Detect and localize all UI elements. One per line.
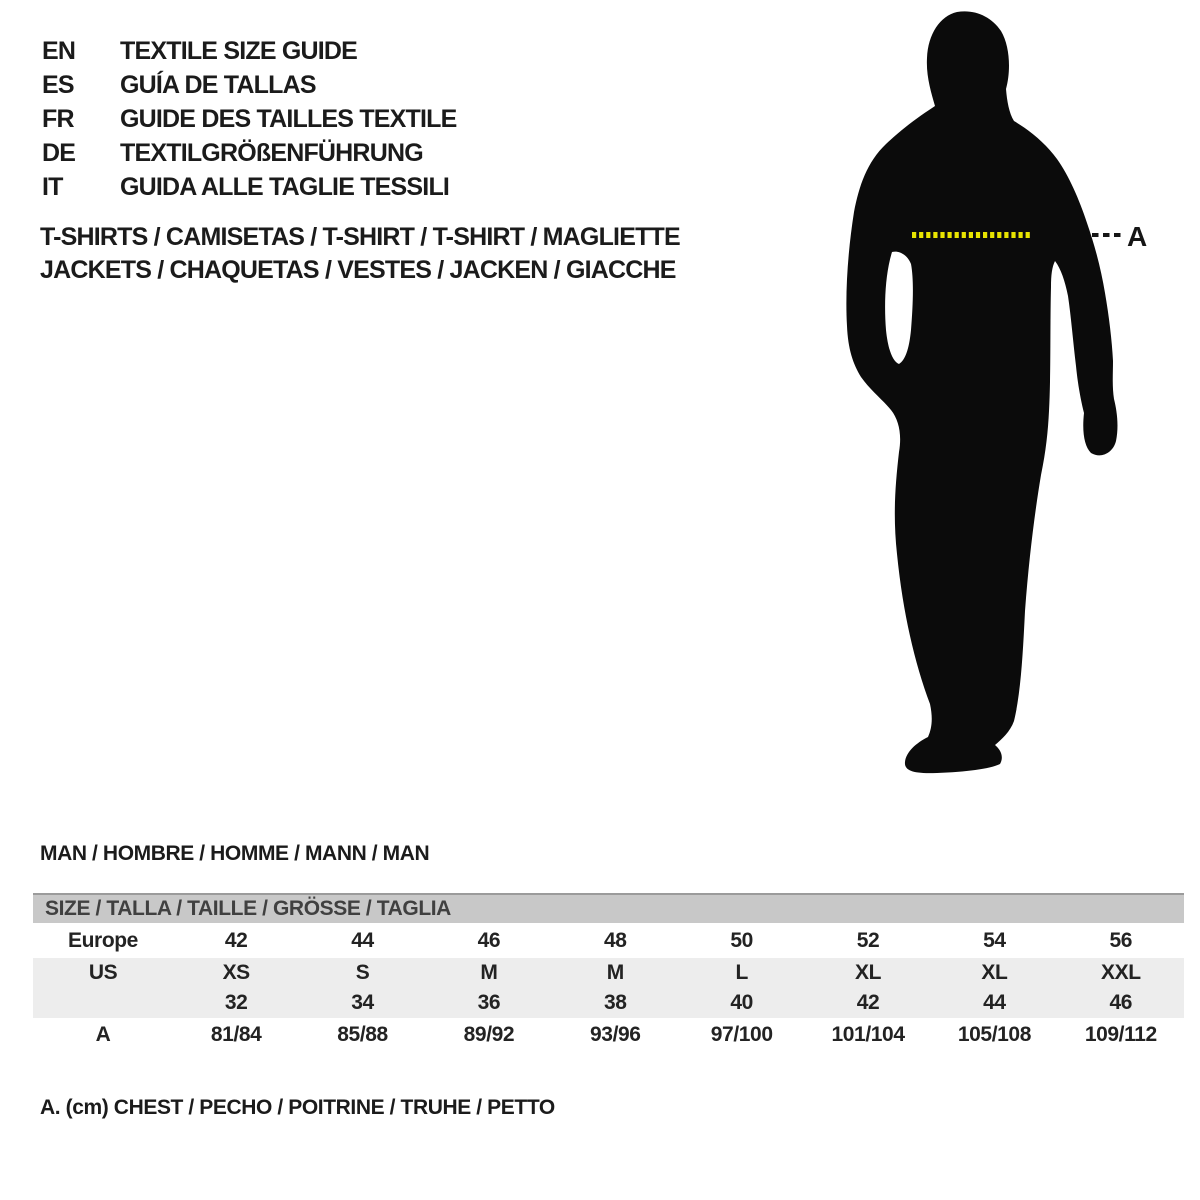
man-silhouette: [846, 11, 1117, 773]
guide-title-fr: GUIDE DES TAILLES TEXTILE: [120, 105, 457, 133]
measure-cell: 81/84: [210, 1023, 262, 1046]
size-cell: 46: [1109, 991, 1133, 1014]
row-label-a: A: [95, 1023, 111, 1046]
table-row-numeric: [33, 988, 1184, 1018]
size-cell: 50: [730, 928, 753, 952]
category-jackets: JACKETS / CHAQUETAS / VESTES / JACKEN / GIACCHE: [40, 256, 676, 284]
language-row-es: [42, 68, 457, 102]
size-cell: L: [735, 961, 748, 984]
language-code: DE: [42, 139, 76, 167]
language-title-list: [42, 34, 457, 204]
size-cell: 38: [604, 991, 627, 1014]
language-code: FR: [42, 105, 74, 133]
row-label-us: US: [88, 961, 118, 984]
size-cell: XS: [222, 961, 250, 984]
measure-cell: 89/92: [463, 1023, 515, 1046]
size-cell: 42: [224, 928, 248, 952]
size-cell: M: [480, 961, 498, 984]
language-code: EN: [42, 37, 76, 65]
size-table: [33, 923, 1184, 1052]
measure-label-a: A: [1127, 221, 1148, 252]
size-cell: M: [606, 961, 624, 984]
size-cell: 44: [351, 928, 374, 952]
row-label-europe: Europe: [68, 928, 138, 952]
size-cell: 46: [477, 928, 501, 952]
language-row-de: [42, 136, 457, 170]
language-row-it: [42, 170, 457, 204]
guide-title-en: TEXTILE SIZE GUIDE: [120, 37, 358, 65]
guide-title-it: GUIDA ALLE TAGLIE TESSILI: [120, 173, 450, 201]
man-silhouette-figure: [820, 0, 1200, 800]
size-cell: 54: [983, 928, 1006, 952]
measure-cell: 101/104: [831, 1023, 905, 1046]
measure-cell: 97/100: [710, 1023, 773, 1046]
measure-cell: 105/108: [957, 1023, 1031, 1046]
size-cell: XL: [981, 961, 1008, 984]
size-cell: 42: [856, 991, 880, 1014]
table-row-us: [33, 958, 1184, 988]
size-cell: 40: [730, 991, 753, 1014]
language-code: IT: [42, 173, 63, 201]
size-cell: 34: [351, 991, 374, 1014]
size-cell: 44: [983, 991, 1006, 1014]
language-row-en: [42, 34, 457, 68]
size-cell: 36: [477, 991, 501, 1014]
measure-cell: 109/112: [1084, 1023, 1157, 1046]
language-code: ES: [42, 71, 74, 99]
guide-title-es: GUÍA DE TALLAS: [120, 71, 316, 99]
size-cell: S: [355, 961, 370, 984]
size-cell: 52: [856, 928, 880, 952]
size-cell: 32: [224, 991, 248, 1014]
section-heading-man: MAN / HOMBRE / HOMME / MANN / MAN: [40, 842, 430, 865]
measurement-legend: A. (cm) CHEST / PECHO / POITRINE / TRUHE / PETTO: [40, 1096, 555, 1119]
table-row-chest-a: [33, 1018, 1184, 1052]
size-cell: 56: [1109, 928, 1133, 952]
row-label-blank: [33, 988, 173, 1018]
size-cell: 48: [604, 928, 627, 952]
language-row-fr: [42, 102, 457, 136]
garment-categories: [40, 221, 680, 287]
size-table-section: [33, 893, 1184, 1052]
guide-title-de: TEXTILGRÖßENFÜHRUNG: [120, 139, 423, 167]
size-table-header: SIZE / TALLA / TAILLE / GRÖSSE / TAGLIA: [33, 893, 1184, 923]
category-tshirts: T-SHIRTS / CAMISETAS / T-SHIRT / T-SHIRT / MAGLIETTE: [40, 223, 680, 251]
measure-cell: 93/96: [590, 1023, 641, 1046]
table-row-europe: [33, 923, 1184, 958]
measure-cell: 85/88: [337, 1023, 388, 1046]
size-cell: XL: [855, 961, 882, 984]
size-cell: XXL: [1100, 961, 1141, 984]
